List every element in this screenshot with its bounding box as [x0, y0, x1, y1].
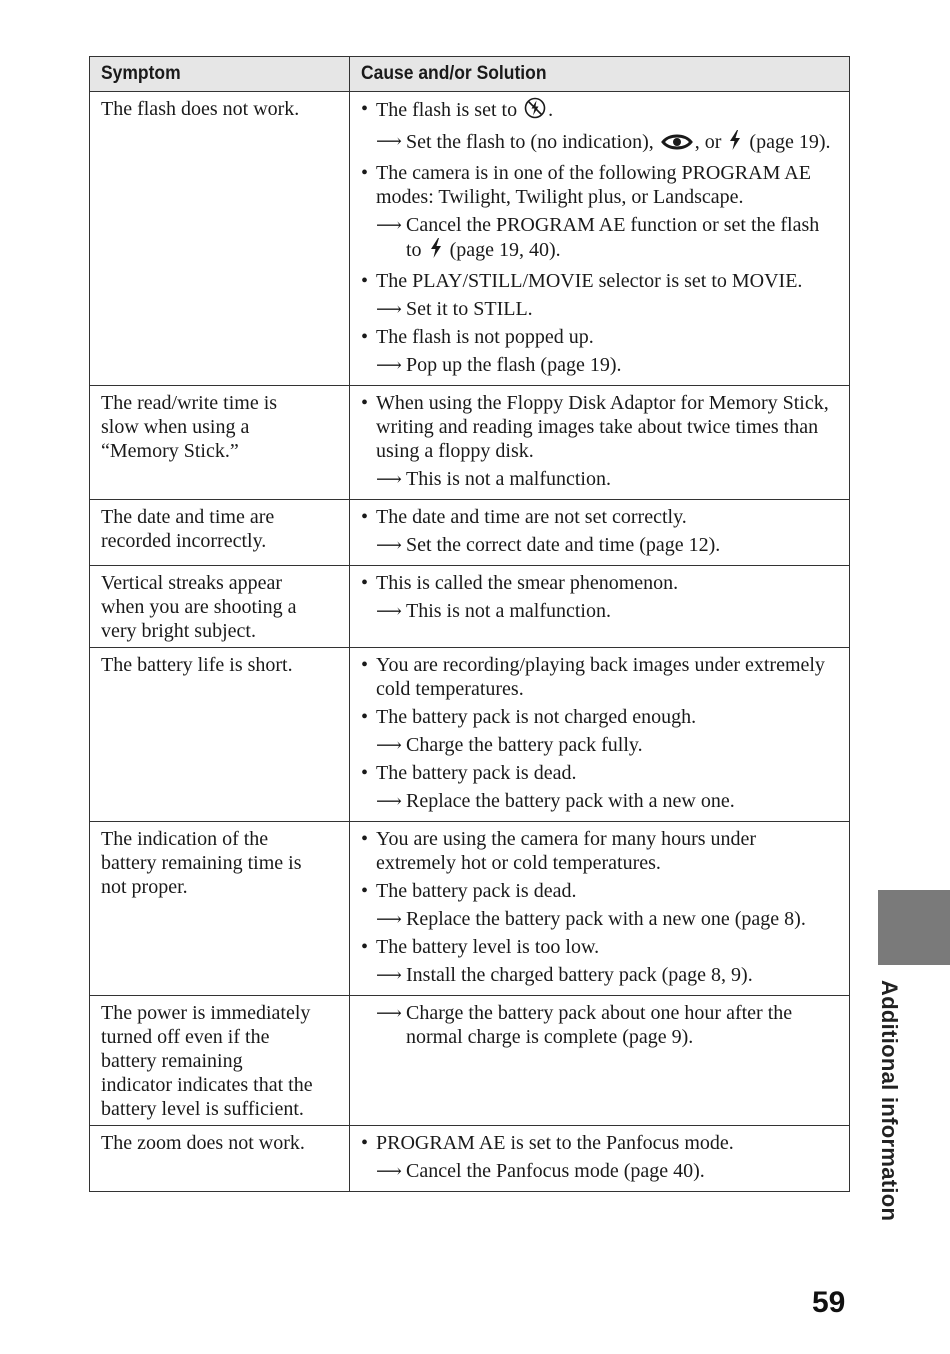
cause-item: • The date and time are not set correctly. [361, 506, 687, 528]
table-row [90, 500, 850, 566]
table-row [90, 822, 850, 996]
symptom-text: recorded incorrectly. [101, 530, 267, 552]
cause-solution-cell [350, 1126, 850, 1192]
table-header-row [90, 57, 850, 92]
solution-item: ⟶ Cancel the PROGRAM AE function or set the flash to (page 19, 40). [361, 213, 839, 265]
bullet-icon: • [361, 270, 369, 292]
cause-item: • The battery pack is dead. [361, 880, 577, 902]
flash-forced-icon [728, 129, 742, 157]
symptom-text: battery remaining time is [101, 852, 302, 874]
arrow-right-icon: ⟶ [376, 131, 402, 151]
arrow-right-icon: ⟶ [376, 1161, 402, 1181]
bullet-icon: • [361, 392, 369, 414]
troubleshooting-table [89, 56, 850, 1192]
solution-item: ⟶ Charge the battery pack fully. [376, 734, 643, 756]
table-row [90, 996, 850, 1126]
symptom-text: The battery life is short. [101, 654, 293, 676]
solution-item: ⟶ Set it to STILL. [376, 298, 533, 320]
section-tab-marker [878, 890, 950, 965]
symptom-text: battery remaining [101, 1050, 243, 1072]
cause-solution-cell [350, 386, 850, 500]
symptom-text: battery level is sufficient. [101, 1098, 304, 1120]
symptom-text: “Memory Stick.” [101, 440, 239, 462]
solution-item: ⟶ Cancel the Panfocus mode (page 40). [376, 1160, 705, 1182]
bullet-icon: • [361, 326, 369, 348]
cause-item: • PROGRAM AE is set to the Panfocus mode. [361, 1132, 734, 1154]
symptom-cell [90, 822, 350, 996]
page-number: 59 [812, 1286, 846, 1319]
cause-item: • The flash is not popped up. [361, 326, 594, 348]
arrow-right-icon: ⟶ [376, 735, 402, 755]
cause-item: • You are using the camera for many hours under extremely hot or cold temperatures. [361, 828, 757, 874]
bullet-icon: • [361, 98, 369, 120]
cause-item: • The battery pack is dead. [361, 762, 577, 784]
symptom-text: when you are shooting a [101, 596, 297, 618]
symptom-text: Vertical streaks appear [101, 572, 283, 594]
bullet-icon: • [361, 828, 369, 850]
solution-item: ⟶ Set the correct date and time (page 12). [376, 534, 721, 556]
cause-item: • The camera is in one of the following PROGRAM AE modes: Twilight, Twilight plus, or Landscape. [361, 162, 811, 208]
bullet-icon: • [361, 506, 369, 528]
cause-item: • The battery pack is not charged enough. [361, 706, 697, 728]
cause-item: • When using the Floppy Disk Adaptor for Memory Stick, writing and reading images take about twice times than using a floppy disk. [361, 392, 829, 462]
table-row [90, 1126, 850, 1192]
bullet-icon: • [361, 162, 369, 184]
cause-item: • You are recording/playing back images under extremely cold temperatures. [361, 654, 825, 700]
solution-item: ⟶ Replace the battery pack with a new one (page 8). [376, 908, 806, 930]
arrow-right-icon: ⟶ [376, 791, 402, 811]
section-tab-label: Additional information [877, 980, 902, 1222]
cause-solution-cell [350, 648, 850, 822]
symptom-text: The power is immediately [101, 1002, 311, 1024]
flash-off-icon [524, 97, 546, 125]
cause-item: • The flash is set to . [361, 97, 839, 125]
symptom-cell [90, 386, 350, 500]
symptom-text: not proper. [101, 876, 188, 898]
arrow-right-icon: ⟶ [376, 535, 402, 555]
solution-item: ⟶ This is not a malfunction. [376, 600, 611, 622]
table-row [90, 648, 850, 822]
bullet-icon: • [361, 572, 369, 594]
bullet-icon: • [361, 1132, 369, 1154]
symptom-text: The zoom does not work. [101, 1132, 305, 1154]
cause-item: • The battery level is too low. [361, 936, 600, 958]
solution-item: ⟶ Charge the battery pack about one hour after the normal charge is complete (page 9). [376, 1002, 793, 1048]
arrow-right-icon: ⟶ [376, 355, 402, 375]
table-row [90, 92, 850, 386]
flash-forced-icon [429, 237, 443, 265]
bullet-icon: • [361, 762, 369, 784]
cause-solution-cell [350, 996, 850, 1126]
cause-solution-cell [350, 92, 850, 386]
symptom-text: The flash does not work. [101, 98, 300, 120]
symptom-cell [90, 996, 350, 1126]
symptom-text: The indication of the [101, 828, 269, 850]
solution-item: ⟶ This is not a malfunction. [376, 468, 611, 490]
bullet-icon: • [361, 936, 369, 958]
symptom-cell [90, 1126, 350, 1192]
symptom-cell [90, 566, 350, 648]
cause-solution-cell [350, 566, 850, 648]
column-header-cause: Cause and/or Solution [350, 57, 850, 92]
cause-item: • The PLAY/STILL/MOVIE selector is set to MOVIE. [361, 270, 803, 292]
arrow-right-icon: ⟶ [376, 965, 402, 985]
cause-item: • This is called the smear phenomenon. [361, 572, 679, 594]
arrow-right-icon: ⟶ [376, 909, 402, 929]
solution-item: ⟶ Pop up the flash (page 19). [376, 354, 622, 376]
symptom-cell [90, 500, 350, 566]
table-row [90, 386, 850, 500]
solution-item: ⟶ Replace the battery pack with a new one. [376, 790, 735, 812]
symptom-text: slow when using a [101, 416, 250, 438]
arrow-right-icon: ⟶ [376, 469, 402, 489]
arrow-right-icon: ⟶ [376, 215, 402, 235]
bullet-icon: • [361, 706, 369, 728]
symptom-text: The date and time are [101, 506, 275, 528]
cause-solution-cell [350, 500, 850, 566]
bullet-icon: • [361, 654, 369, 676]
red-eye-reduction-icon [661, 133, 693, 157]
symptom-text: indicator indicates that the [101, 1074, 313, 1096]
column-header-symptom: Symptom [90, 57, 350, 92]
symptom-text: The read/write time is [101, 392, 278, 414]
bullet-icon: • [361, 880, 369, 902]
symptom-cell [90, 648, 350, 822]
arrow-right-icon: ⟶ [376, 1003, 402, 1023]
solution-item: ⟶ Set the flash to (no indication), , or (page 19). [361, 129, 839, 157]
table-row [90, 566, 850, 648]
arrow-right-icon: ⟶ [376, 601, 402, 621]
symptom-cell [90, 92, 350, 386]
arrow-right-icon: ⟶ [376, 299, 402, 319]
symptom-text: very bright subject. [101, 620, 256, 642]
cause-solution-cell [350, 822, 850, 996]
solution-item: ⟶ Install the charged battery pack (page 8, 9). [376, 964, 753, 986]
symptom-text: turned off even if the [101, 1026, 270, 1048]
